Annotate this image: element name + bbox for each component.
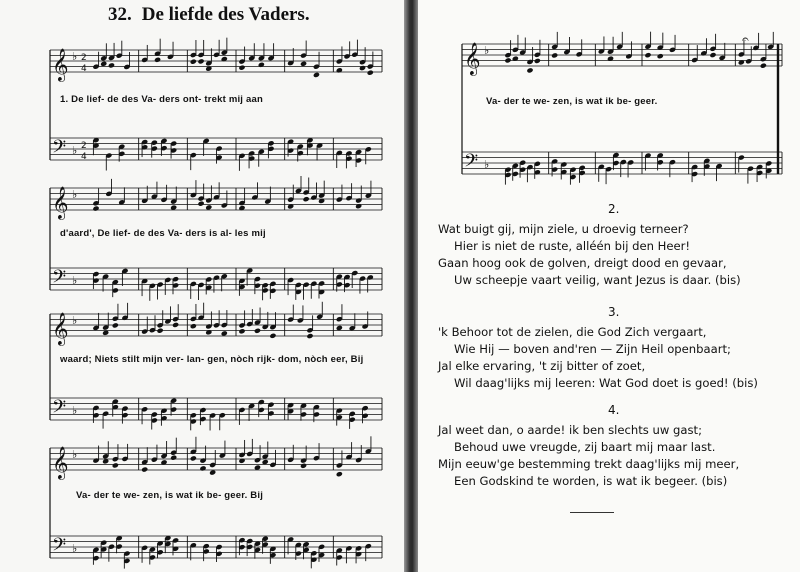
note-head xyxy=(154,57,161,63)
note-head xyxy=(197,201,204,207)
note-head xyxy=(336,67,343,73)
music-system xyxy=(50,306,382,430)
note-head xyxy=(534,58,541,64)
book-gutter xyxy=(404,0,418,572)
hymn-title xyxy=(108,4,310,26)
time-signature-bottom: 4 xyxy=(81,64,87,74)
music-system xyxy=(50,440,382,568)
note-head xyxy=(607,56,614,62)
note-head xyxy=(359,65,366,71)
note-head xyxy=(157,328,164,334)
note-head xyxy=(238,65,245,71)
verse-line: Hier is niet de ruste, alléén bij den Heer! xyxy=(454,239,691,253)
lyric-line: Va- der te we- zen, is wat ik be- geer. xyxy=(486,96,658,107)
note-head xyxy=(306,333,313,339)
time-signature-bottom: 4 xyxy=(81,152,87,162)
verse-number: 4. xyxy=(608,403,620,417)
note-head xyxy=(367,70,374,76)
note-head xyxy=(238,328,245,334)
note-head xyxy=(512,56,519,62)
note-head xyxy=(112,322,119,328)
bass-clef-icon: 𝄢 xyxy=(52,267,67,292)
note-head xyxy=(300,61,307,67)
fermata-icon: 𝄐 xyxy=(742,32,749,46)
verse-line: Wil daag'lijks mij leeren: Wat God doet is goed! (bis) xyxy=(454,376,758,390)
treble-clef-icon: 𝄞 xyxy=(52,48,69,81)
note-head xyxy=(258,62,265,68)
score-svg xyxy=(50,306,382,430)
bass-clef-icon: 𝄢 xyxy=(52,397,67,422)
note-head xyxy=(141,466,148,472)
note-head xyxy=(657,53,664,59)
lyric-line: d'aard', De lief- de des Va- ders is al- les mij xyxy=(60,228,266,239)
note-head xyxy=(551,52,558,58)
verse-number: 2. xyxy=(608,202,620,216)
note-head xyxy=(300,463,307,469)
verse-number: 3. xyxy=(608,305,620,319)
note-head xyxy=(205,204,212,210)
note-head xyxy=(190,455,197,461)
note-head xyxy=(504,57,511,63)
flat-key-icon: ♭ xyxy=(72,448,78,461)
score-svg xyxy=(50,42,382,170)
verse-line: Wat buigt gij, mijn ziele, u droevig terneer? xyxy=(438,222,689,236)
note-head xyxy=(197,58,204,64)
verse-line: Gaan hoog ook de golven, dreigt dood en gevaar, xyxy=(438,256,727,270)
lyric-line: waard; Niets stilt mijn ver- lan- gen, nòch rijk- dom, nòch eer, Bij xyxy=(60,354,364,365)
verse-line: Mijn eeuw'ge bestemming trekt daag'lijks mij meer, xyxy=(438,457,740,471)
verse-line: Jal weet dan, o aarde! ik ben slechts uw gast; xyxy=(438,423,702,437)
flat-key-icon: ♭ xyxy=(72,542,78,555)
treble-clef-icon: 𝄞 xyxy=(52,312,69,345)
note-head xyxy=(112,462,119,468)
note-head xyxy=(313,72,320,78)
note-head xyxy=(190,323,197,329)
score-svg xyxy=(50,180,382,300)
lyric-line: Va- der te we- zen, is wat ik be- geer. Bij xyxy=(76,490,264,501)
music-system xyxy=(50,42,382,170)
note-head xyxy=(108,62,115,68)
note-head xyxy=(269,333,276,339)
flat-key-icon: ♭ xyxy=(484,158,490,171)
bass-clef-icon: 𝄢 xyxy=(464,151,479,176)
note-head xyxy=(254,328,261,334)
note-head xyxy=(526,67,533,73)
flat-key-icon: ♭ xyxy=(72,314,78,327)
flat-key-icon: ♭ xyxy=(72,274,78,287)
flat-key-icon: ♭ xyxy=(72,188,78,201)
music-system xyxy=(50,180,382,300)
note-head xyxy=(170,455,177,461)
flat-key-icon: ♭ xyxy=(72,144,78,157)
note-head xyxy=(336,471,343,477)
note-head xyxy=(100,61,107,67)
note-head xyxy=(760,63,767,69)
flat-key-icon: ♭ xyxy=(72,404,78,417)
flat-key-icon: ♭ xyxy=(484,44,490,57)
note-head xyxy=(172,322,179,328)
verse-line: Een Godskind te worden, is wat ik begeer. (bis) xyxy=(454,474,728,488)
note-head xyxy=(190,59,197,65)
end-divider xyxy=(570,512,614,513)
note-head xyxy=(238,458,245,464)
lyric-line: 1. De lief- de des Va- ders ont- trekt mij aan xyxy=(60,94,263,105)
treble-clef-icon: 𝄞 xyxy=(52,446,69,479)
score-svg xyxy=(50,440,382,568)
verse-line: Behoud uwe vreugde, zij baart mij maar last. xyxy=(454,440,716,454)
hymn-number: 32. xyxy=(108,4,132,25)
verse-line: Jal elke ervaring, 't zij bitter of zoet, xyxy=(438,359,646,373)
right-page xyxy=(418,0,800,572)
bass-clef-icon: 𝄢 xyxy=(52,137,67,162)
score-svg xyxy=(462,32,782,184)
verse-line: 'k Behoor tot de zielen, die God Zich vergaart, xyxy=(438,325,707,339)
time-signature-top: 2 xyxy=(81,53,87,63)
flat-key-icon: ♭ xyxy=(72,50,78,63)
treble-clef-icon: 𝄞 xyxy=(464,42,481,75)
note-head xyxy=(92,205,99,211)
verse-line: Wie Hij — boven and'ren — Zijn Heil openbaart; xyxy=(454,342,731,356)
note-head xyxy=(644,52,651,58)
note-head xyxy=(355,203,362,209)
treble-clef-icon: 𝄞 xyxy=(52,186,69,219)
note-head xyxy=(303,196,310,202)
bass-clef-icon: 𝄢 xyxy=(52,535,67,560)
verse-line: Uw scheepje vaart veilig, want Jezus is daar. (bis) xyxy=(454,273,741,287)
time-signature-top: 2 xyxy=(81,141,87,151)
note-head xyxy=(709,52,716,58)
hymn-name: De liefde des Vaders. xyxy=(141,4,310,25)
note-head xyxy=(199,465,206,471)
music-system xyxy=(462,32,782,184)
